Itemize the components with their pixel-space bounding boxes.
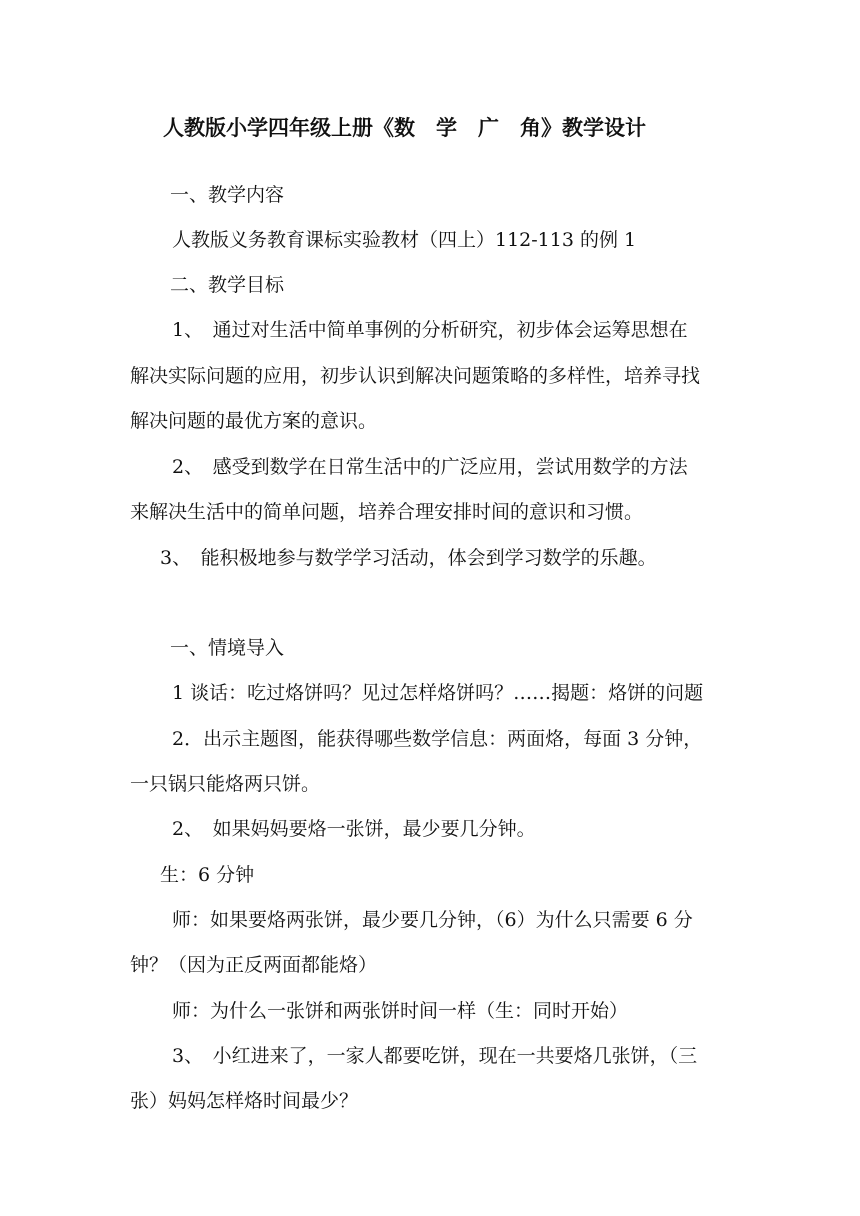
intro-line: 钟？（因为正反两面都能烙） (130, 954, 378, 976)
content-text: 人教版义务教育课标实验教材（四上）112-113 的例 1 (172, 229, 637, 251)
section-heading-goals: 二、教学目标 (170, 274, 285, 296)
intro-line: 师：为什么一张饼和两张饼时间一样（生：同时开始） (172, 1000, 629, 1022)
intro-line: 张）妈妈怎样烙时间最少？ (130, 1090, 359, 1112)
intro-line: 2、 如果妈妈要烙一张饼，最少要几分钟。 (172, 818, 536, 840)
intro-line: 3、 小红进来了，一家人都要吃饼，现在一共要烙几张饼，（三 (172, 1045, 698, 1067)
intro-line: 生：6 分钟 (160, 864, 255, 886)
goal-1-line-2: 解决实际问题的应用，初步认识到解决问题策略的多样性，培养寻找 (130, 365, 701, 387)
intro-line: 1 谈话：吃过烙饼吗？见过怎样烙饼吗？……揭题：烙饼的问题 (172, 682, 704, 704)
goal-2-line-1: 2、 感受到数学在日常生活中的广泛应用，尝试用数学的方法 (172, 456, 688, 478)
section-heading-content: 一、教学内容 (170, 184, 285, 206)
goal-3-line-1: 3、 能积极地参与数学学习活动，体会到学习数学的乐趣。 (160, 547, 657, 569)
goal-2-line-2: 来解决生活中的简单问题，培养合理安排时间的意识和习惯。 (130, 501, 644, 523)
intro-line: 2．出示主题图，能获得哪些数学信息：两面烙，每面 3 分钟， (172, 728, 703, 750)
intro-line: 一只锅只能烙两只饼。 (130, 773, 321, 795)
goal-1-line-3: 解决问题的最优方案的意识。 (130, 410, 378, 432)
intro-line: 师：如果要烙两张饼，最少要几分钟，（6）为什么只需要 6 分 (172, 909, 693, 931)
goal-1-line-1: 1、 通过对生活中简单事例的分析研究，初步体会运筹思想在 (172, 319, 688, 341)
section-heading-intro: 一、情境导入 (170, 637, 285, 659)
page-title: 人教版小学四年级上册《数 学 广 角》教学设计 (163, 115, 646, 140)
